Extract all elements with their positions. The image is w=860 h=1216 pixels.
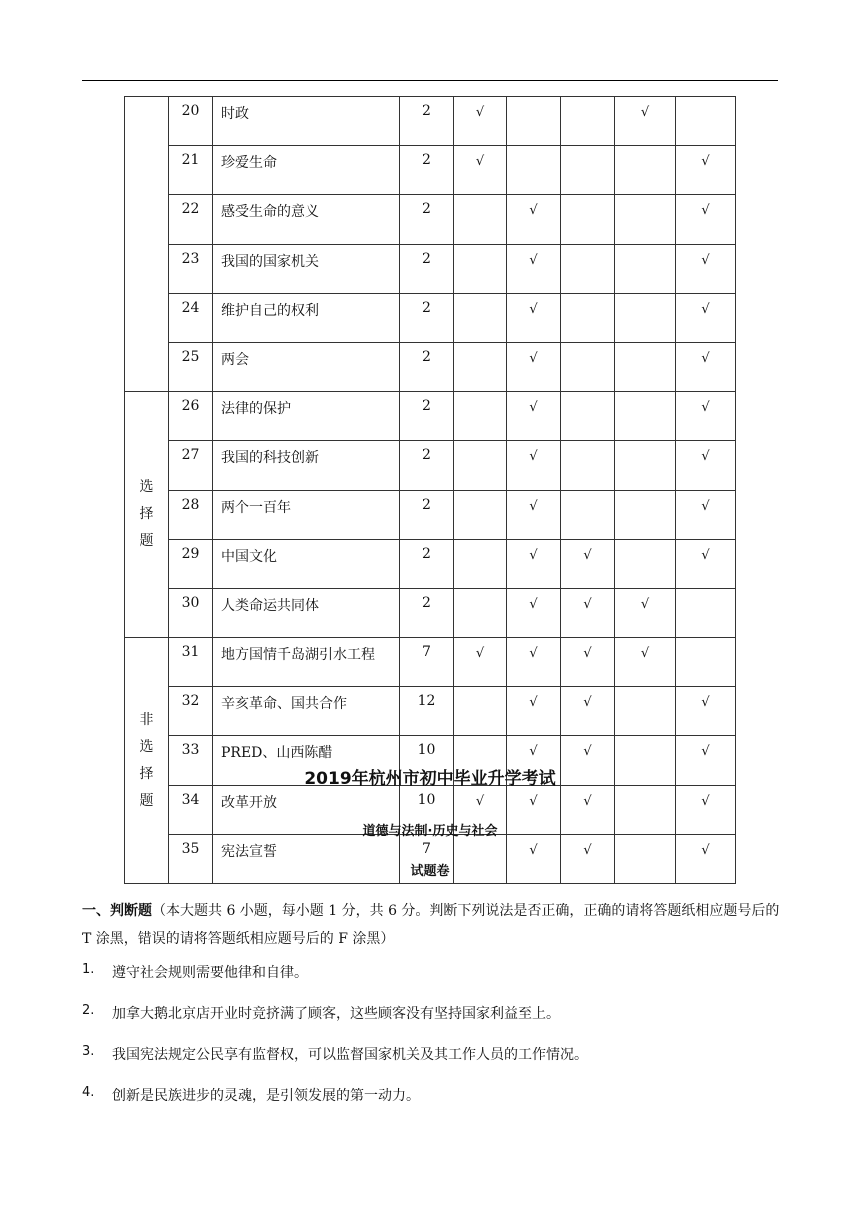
question-no-cell: 34	[169, 785, 213, 834]
topic-cell: 时政	[213, 97, 400, 146]
question-no-cell: 27	[169, 441, 213, 490]
question-no-cell: 22	[169, 195, 213, 244]
check-mark-cell	[676, 588, 736, 637]
table-row	[125, 146, 736, 195]
table-row	[125, 342, 736, 391]
table-row	[125, 392, 736, 441]
question-number: 2.	[82, 1003, 95, 1018]
check-mark-cell: √	[676, 687, 736, 736]
score-cell: 2	[400, 146, 454, 195]
check-mark-cell: √	[507, 441, 561, 490]
topic-cell: 地方国情千岛湖引水工程	[213, 638, 400, 687]
table-row	[125, 588, 736, 637]
score-cell: 2	[400, 342, 454, 391]
topic-cell: 两个一百年	[213, 490, 400, 539]
check-mark-cell	[561, 293, 615, 342]
check-mark-cell: √	[676, 441, 736, 490]
table-row	[125, 638, 736, 687]
check-mark-cell: √	[676, 342, 736, 391]
check-mark-cell: √	[676, 736, 736, 785]
check-mark-cell: √	[507, 392, 561, 441]
topic-cell: 珍爱生命	[213, 146, 400, 195]
check-mark-cell: √	[561, 785, 615, 834]
table-row	[125, 293, 736, 342]
check-mark-cell: √	[507, 736, 561, 785]
question-item	[82, 962, 782, 1003]
check-mark-cell: √	[561, 687, 615, 736]
check-mark-cell	[454, 293, 507, 342]
check-mark-cell	[615, 441, 676, 490]
question-text: 创新是民族进步的灵魂，是引领发展的第一动力。	[112, 1088, 420, 1104]
check-mark-cell	[615, 146, 676, 195]
check-mark-cell: √	[507, 490, 561, 539]
group-label-text: 选择题	[139, 479, 154, 550]
topic-cell: 宪法宣誓	[213, 834, 400, 883]
check-mark-cell: √	[676, 195, 736, 244]
check-mark-cell: √	[676, 785, 736, 834]
table-row	[125, 490, 736, 539]
check-mark-cell: √	[454, 638, 507, 687]
group-label-nonchoice	[125, 638, 169, 884]
question-no-cell: 35	[169, 834, 213, 883]
check-mark-cell	[454, 392, 507, 441]
topic-cell: 我国的科技创新	[213, 441, 400, 490]
check-mark-cell	[561, 244, 615, 293]
check-mark-cell: √	[676, 146, 736, 195]
topic-cell: 感受生命的意义	[213, 195, 400, 244]
table-row	[125, 687, 736, 736]
topic-cell: 法律的保护	[213, 392, 400, 441]
score-cell: 12	[400, 687, 454, 736]
check-mark-cell: √	[454, 785, 507, 834]
topic-cell: 维护自己的权利	[213, 293, 400, 342]
check-mark-cell	[615, 490, 676, 539]
question-number: 3.	[82, 1044, 95, 1059]
check-mark-cell	[615, 539, 676, 588]
check-mark-cell	[676, 638, 736, 687]
question-text: 加拿大鹅北京店开业时竞挤满了顾客，这些顾客没有坚持国家利益至上。	[112, 1006, 560, 1022]
check-mark-cell	[561, 195, 615, 244]
check-mark-cell	[454, 687, 507, 736]
check-mark-cell	[454, 342, 507, 391]
score-cell: 2	[400, 441, 454, 490]
score-cell: 2	[400, 539, 454, 588]
check-mark-cell: √	[676, 392, 736, 441]
question-no-cell: 33	[169, 736, 213, 785]
question-item	[82, 1085, 782, 1126]
section-true-false	[82, 897, 782, 953]
check-mark-cell	[615, 342, 676, 391]
table-row	[125, 97, 736, 146]
check-mark-cell	[507, 146, 561, 195]
check-mark-cell	[615, 392, 676, 441]
check-mark-cell: √	[454, 97, 507, 146]
score-cell: 7	[400, 638, 454, 687]
group-cell-blank	[125, 97, 169, 392]
topic-cell: 人类命运共同体	[213, 588, 400, 637]
check-mark-cell: √	[507, 687, 561, 736]
check-mark-cell: √	[561, 736, 615, 785]
check-mark-cell	[615, 293, 676, 342]
check-mark-cell	[454, 244, 507, 293]
check-mark-cell: √	[615, 97, 676, 146]
check-mark-cell	[561, 146, 615, 195]
check-mark-cell: √	[454, 146, 507, 195]
question-no-cell: 20	[169, 97, 213, 146]
check-mark-cell: √	[676, 834, 736, 883]
question-no-cell: 21	[169, 146, 213, 195]
score-cell: 2	[400, 97, 454, 146]
check-mark-cell	[615, 195, 676, 244]
question-text: 遵守社会规则需要他律和自律。	[112, 965, 308, 981]
question-text: 我国宪法规定公民享有监督权，可以监督国家机关及其工作人员的工作情况。	[112, 1047, 588, 1063]
check-mark-cell: √	[676, 539, 736, 588]
check-mark-cell: √	[615, 638, 676, 687]
question-no-cell: 28	[169, 490, 213, 539]
topic-cell: 辛亥革命、国共合作	[213, 687, 400, 736]
check-mark-cell	[615, 244, 676, 293]
check-mark-cell: √	[561, 539, 615, 588]
check-mark-cell	[454, 441, 507, 490]
check-mark-cell	[561, 97, 615, 146]
check-mark-cell	[561, 342, 615, 391]
table-row	[125, 195, 736, 244]
question-no-cell: 31	[169, 638, 213, 687]
group-label-choice	[125, 392, 169, 638]
question-item	[82, 1003, 782, 1044]
topic-cell: 两会	[213, 342, 400, 391]
question-no-cell: 24	[169, 293, 213, 342]
check-mark-cell	[561, 392, 615, 441]
check-mark-cell: √	[507, 588, 561, 637]
question-no-cell: 25	[169, 342, 213, 391]
score-cell: 10	[400, 736, 454, 785]
question-no-cell: 29	[169, 539, 213, 588]
check-mark-cell	[676, 97, 736, 146]
exam-title: 2019年杭州市初中毕业升学考试	[304, 769, 556, 789]
score-cell: 10	[400, 785, 454, 834]
check-mark-cell	[561, 441, 615, 490]
check-mark-cell: √	[676, 490, 736, 539]
question-number: 1.	[82, 962, 95, 977]
score-cell: 2	[400, 392, 454, 441]
exam-subject: 道德与法制·历史与社会	[362, 824, 498, 839]
topic-cell: 改革开放	[213, 785, 400, 834]
topic-cell: 我国的国家机关	[213, 244, 400, 293]
topic-cell: 中国文化	[213, 539, 400, 588]
check-mark-cell: √	[561, 834, 615, 883]
section-instructions: （本大题共 6 小题，每小题 1 分，共 6 分。判断下列说法是否正确，正确的请将答题纸相应题号后的 T 涂黑，错误的请将答题纸相应题号后的 F 涂黑）	[82, 903, 780, 947]
check-mark-cell	[454, 539, 507, 588]
check-mark-cell: √	[615, 588, 676, 637]
question-list	[82, 962, 782, 1126]
check-mark-cell: √	[507, 834, 561, 883]
table-row	[125, 441, 736, 490]
check-mark-cell: √	[507, 342, 561, 391]
score-cell: 2	[400, 588, 454, 637]
check-mark-cell	[561, 490, 615, 539]
topic-cell: PRED、山西陈醋	[213, 736, 400, 785]
check-mark-cell: √	[507, 638, 561, 687]
check-mark-cell: √	[507, 195, 561, 244]
question-no-cell: 32	[169, 687, 213, 736]
check-mark-cell	[615, 687, 676, 736]
section-heading: 一、判断题	[82, 903, 152, 919]
check-mark-cell: √	[676, 244, 736, 293]
score-cell: 2	[400, 244, 454, 293]
check-mark-cell	[454, 588, 507, 637]
table-row	[125, 539, 736, 588]
check-mark-cell: √	[676, 293, 736, 342]
check-mark-cell	[507, 97, 561, 146]
check-mark-cell: √	[507, 539, 561, 588]
group-label-text: 非选择题	[139, 711, 154, 809]
check-mark-cell: √	[507, 293, 561, 342]
question-no-cell: 30	[169, 588, 213, 637]
check-mark-cell	[454, 195, 507, 244]
question-no-cell: 23	[169, 244, 213, 293]
score-cell: 2	[400, 293, 454, 342]
check-mark-cell: √	[507, 785, 561, 834]
question-number: 4.	[82, 1085, 95, 1100]
question-item	[82, 1044, 782, 1085]
check-mark-cell	[454, 490, 507, 539]
exam-paper-label: 试题卷	[410, 864, 450, 879]
score-cell: 2	[400, 490, 454, 539]
question-no-cell: 26	[169, 392, 213, 441]
score-cell: 7	[400, 834, 454, 883]
check-mark-cell: √	[561, 588, 615, 637]
table-row	[125, 244, 736, 293]
check-mark-cell: √	[507, 244, 561, 293]
score-cell: 2	[400, 195, 454, 244]
check-mark-cell: √	[561, 638, 615, 687]
header-rule	[82, 80, 778, 81]
